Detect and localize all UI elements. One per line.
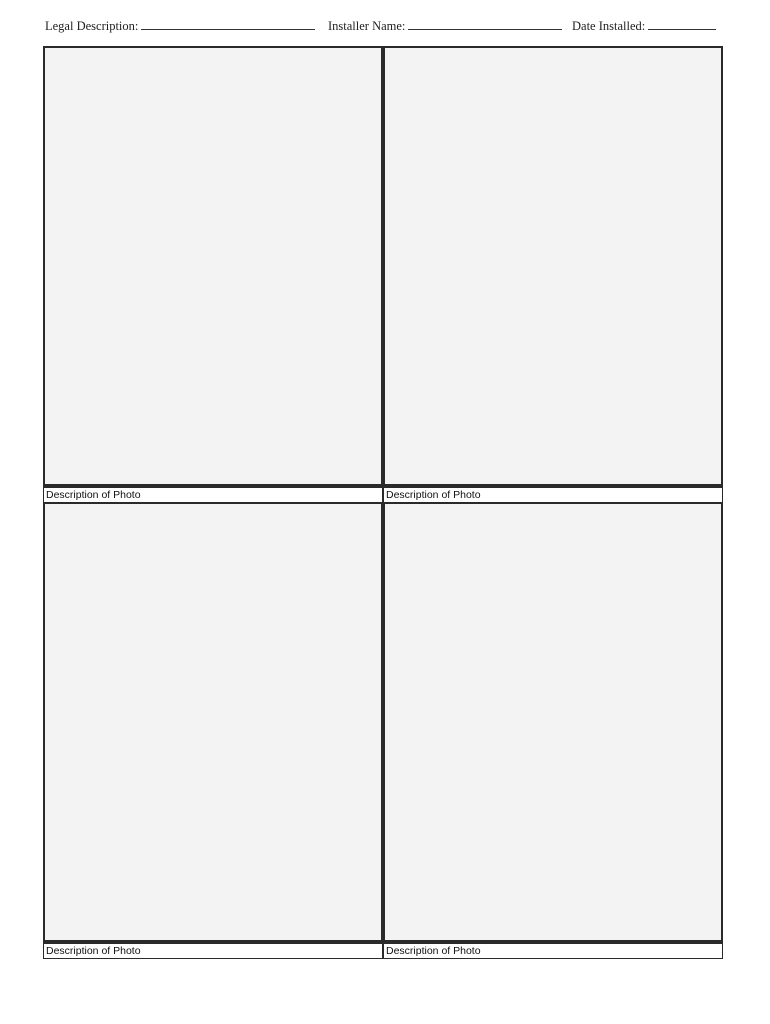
legal-description-blank[interactable] <box>141 17 315 30</box>
date-installed-blank[interactable] <box>648 17 716 30</box>
photo-caption[interactable]: Description of Photo <box>383 486 723 503</box>
photo-caption[interactable]: Description of Photo <box>383 942 723 959</box>
photo-cell <box>43 46 383 504</box>
legal-description-field[interactable] <box>45 17 315 34</box>
photo-cell <box>43 502 383 960</box>
installer-name-blank[interactable] <box>408 17 562 30</box>
photo-caption[interactable]: Description of Photo <box>43 942 383 959</box>
photo-cell <box>383 46 723 504</box>
installer-name-label: Installer Name: <box>328 19 406 33</box>
form-header <box>45 17 725 37</box>
photo-placeholder[interactable] <box>383 46 723 486</box>
photo-placeholder[interactable] <box>43 502 383 942</box>
legal-description-label: Legal Description: <box>45 19 139 33</box>
photo-grid <box>43 46 723 960</box>
date-installed-label: Date Installed: <box>572 19 646 33</box>
installer-name-field[interactable] <box>328 17 562 34</box>
photo-cell <box>383 502 723 960</box>
photo-placeholder[interactable] <box>383 502 723 942</box>
photo-caption[interactable]: Description of Photo <box>43 486 383 503</box>
photo-placeholder[interactable] <box>43 46 383 486</box>
date-installed-field[interactable] <box>572 17 716 34</box>
